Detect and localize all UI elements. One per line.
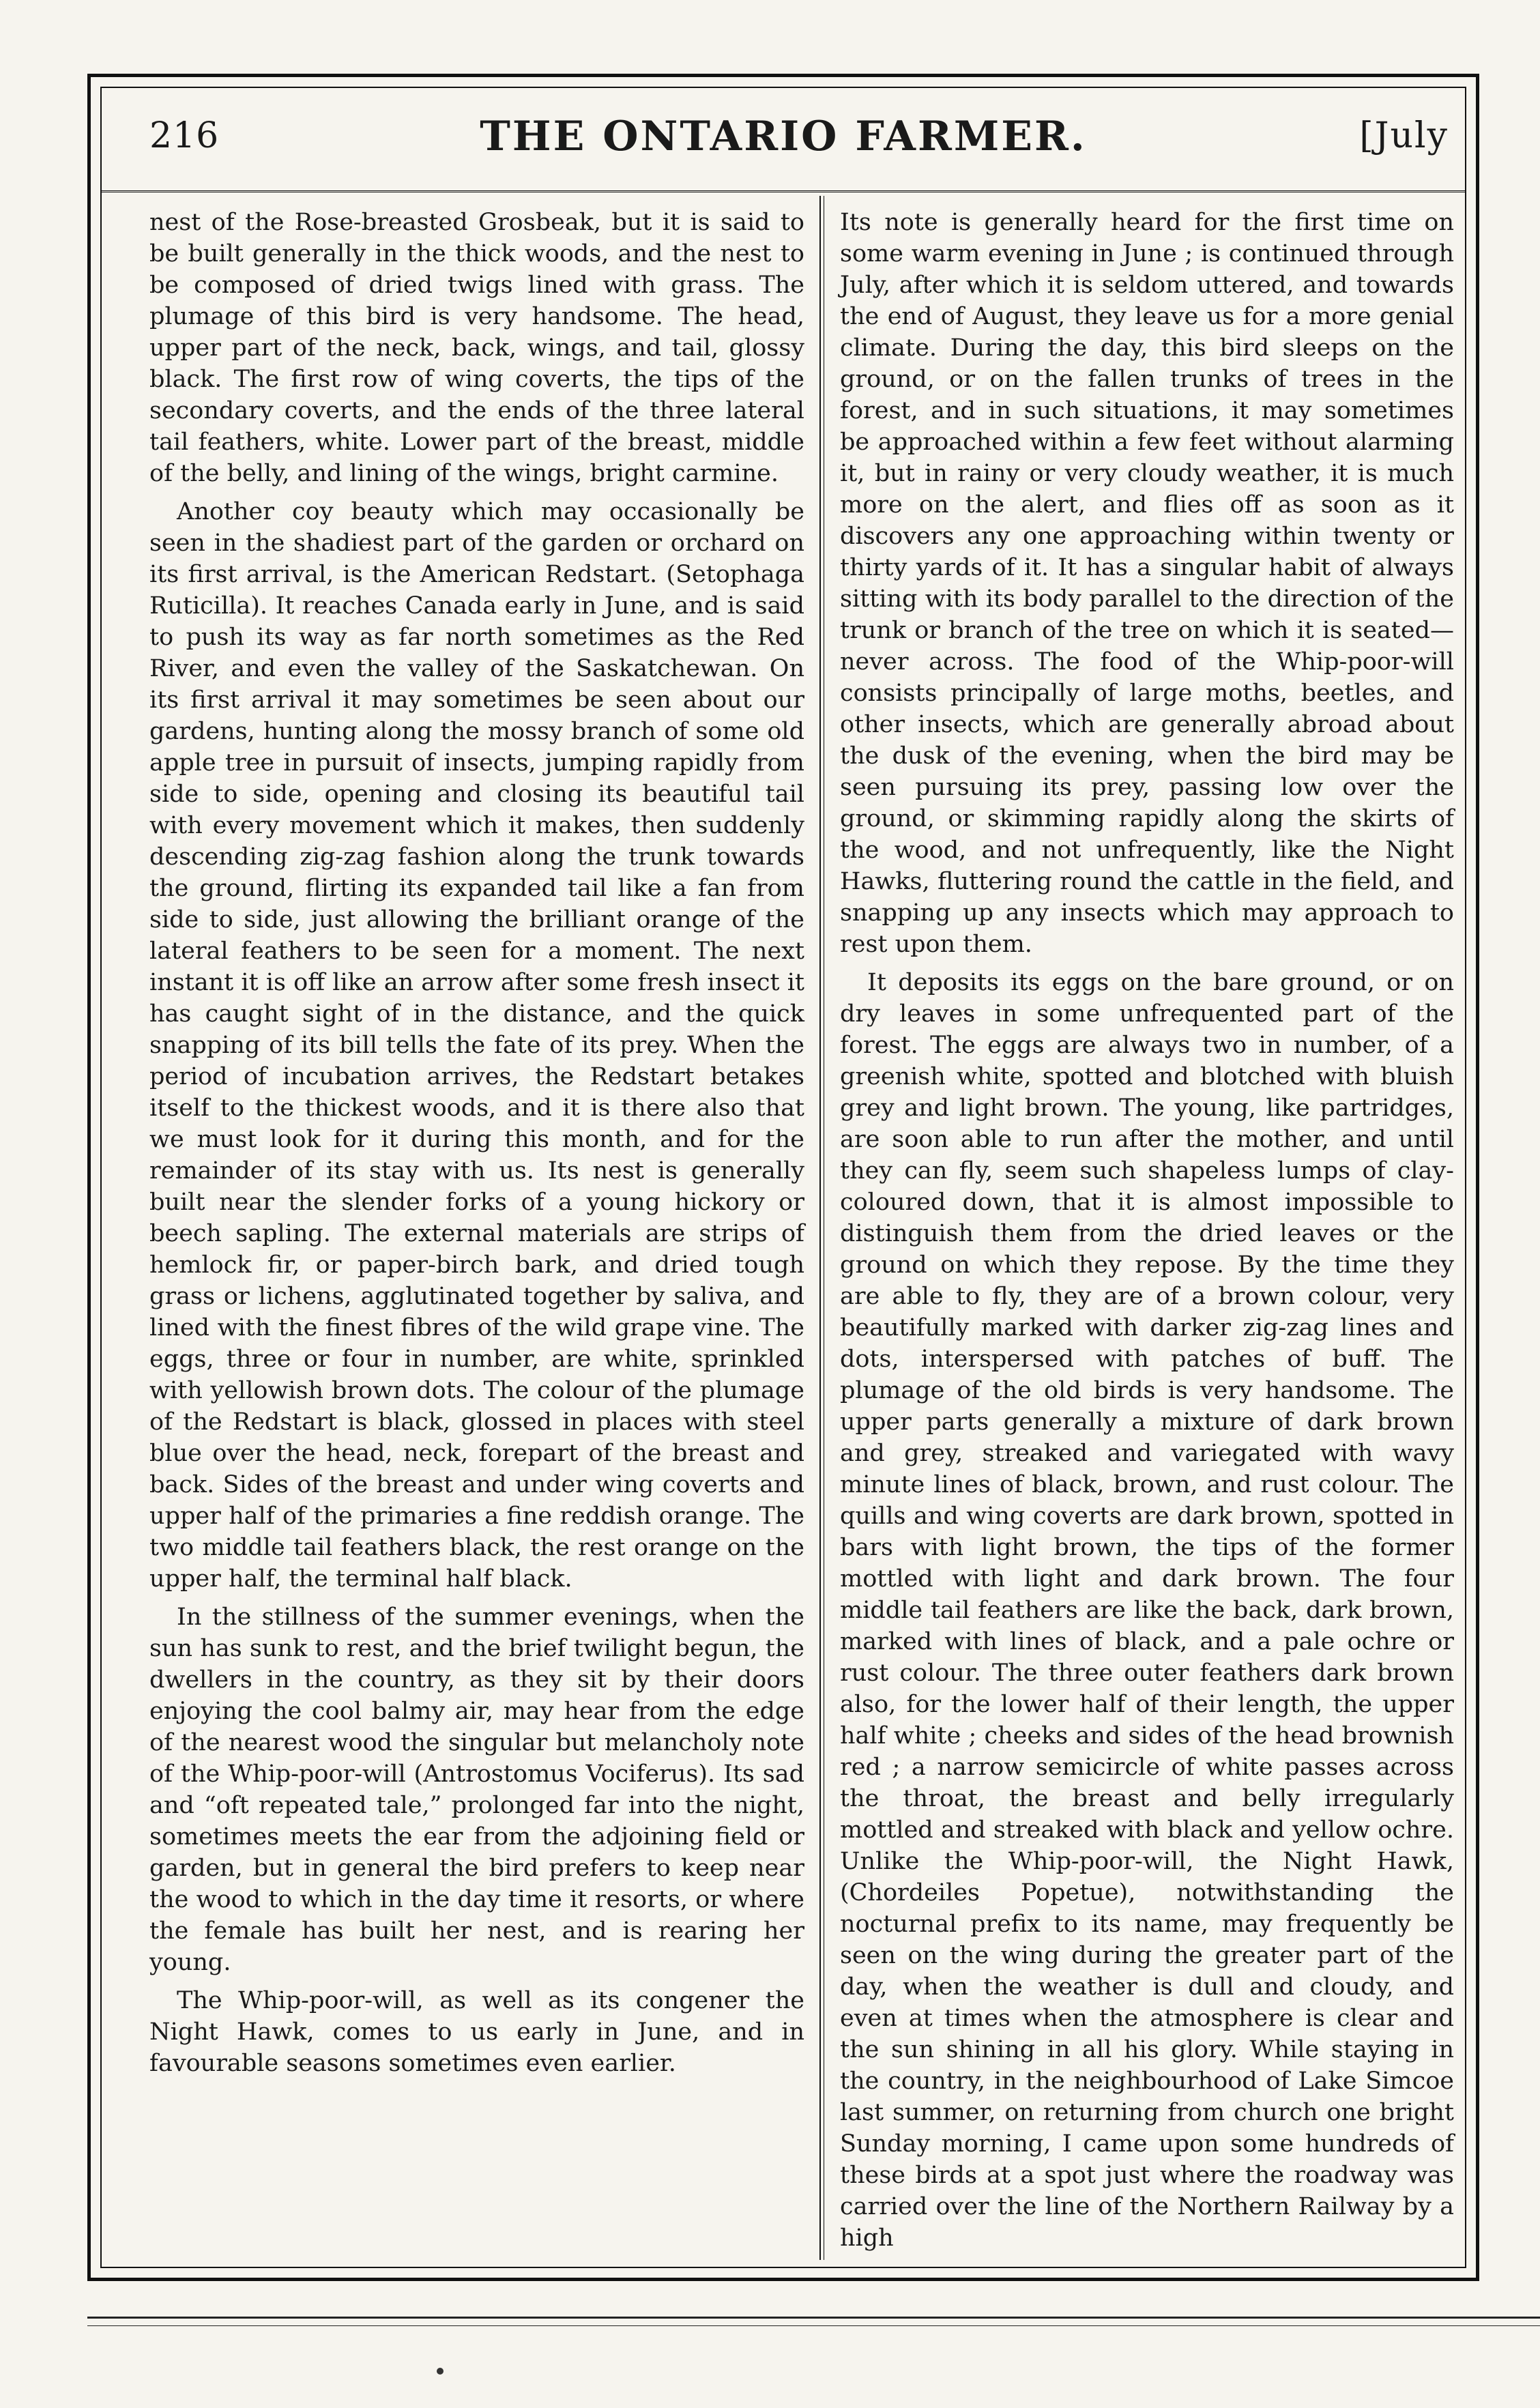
paragraph: Another coy beauty which may occasionally be seen in the shadiest part of the garden or orchard on its first arrival, is the American Redstart. (Setophaga Ruticilla). It reaches Canada early in June, and is said to push its way as far north sometimes as the Red River, and even the valley of the Saskatchewan. On its first arrival it may sometimes be seen about our gardens, hunting along the mossy branch of some old apple tree in pursuit of insects, jumping rapidly from side to side, opening and closing its beautiful tail with every movement which it makes, then suddenly descending zig-zag fashion along the trunk towards the ground, flirting its expanded tail like a fan from side to side, just allowing the brilliant orange of the lateral feathers to be seen for a moment. The next instant it is off like an arrow after some fresh insect it has caught sight of in the distance, and the quick snapping of its bill tells the fate of its prey. When the period of incubation arrives, the Redstart betakes itself to the thickest woods, and it is there also that we must look for it during this month, and for the remainder of its stay with us. Its nest is generally built near the slender forks of a young hickory or beech sapling. The external materials are strips of hemlock fir, or paper-birch bark, and dried tough grass or lichens, agglutinated together by saliva, and lined with the finest fibres of the wild grape vine. The eggs, three or four in number, are white, sprinkled with yellowish brown dots. The colour of the plumage of the Redstart is black, glossed in places with steel blue over the head, neck, forepart of the breast and back. Sides of the breast and under wing coverts and upper half of the primaries a fine reddish orange. The two middle tail feathers black, the rest orange on the upper half, the terminal half black.: [149, 498, 804, 1593]
page-inner-frame: [100, 87, 1466, 2268]
left-column: [149, 207, 804, 2260]
running-header: [102, 88, 1465, 192]
printer-mark: [437, 2368, 444, 2375]
page-title: THE ONTARIO FARMER.: [480, 113, 1087, 160]
paragraph: It deposits its eggs on the bare ground, or on dry leaves in some unfrequented part of the forest. The eggs are always two in number, of a greenish white, spotted and blotched with bluish grey and light brown. The young, like partridges, are soon able to run after the mother, and until they can fly, seem such shapeless lumps of clay-coloured down, that it is almost impossible to distinguish them from the dried leaves or the ground on which they repose. By the time they are able to fly, they are of a brown colour, very beautifully marked with darker zig-zag lines and dots, interspersed with patches of buff. The plumage of the old birds is very handsome. The upper parts generally a mixture of dark brown and grey, streaked and variegated with wavy minute lines of black, brown, and rust colour. The quills and wing coverts are dark brown, spotted in bars with light brown, the tips of the former mottled with light and dark brown. The four middle tail feathers are like the back, dark brown, marked with lines of black, and a pale ochre or rust colour. The three outer feathers dark brown also, for the lower half of their length, the upper half white ; cheeks and sides of the head brownish red ; a narrow semicircle of white passes across the throat, the breast and belly irregularly mottled and streaked with black and yellow ochre. Unlike the Whip-poor-will, the Night Hawk, (Chordeiles Popetue), notwithstanding the nocturnal prefix to its name, may frequently be seen on the wing during the greater part of the day, when the weather is dull and cloudy, and even at times when the atmosphere is clear and the sun shining in all his glory. While staying in the country, in the neighbourhood of Lake Simcoe last summer, on returning from church one bright Sunday morning, I came upon some hundreds of these birds at a spot just where the roadway was carried over the line of the Northern Railway by a high: [840, 969, 1454, 2252]
paragraph: In the stillness of the summer evenings, when the sun has sunk to rest, and the brief twilight begun, the dwellers in the country, as they sit by their doors enjoying the cool balmy air, may hear from the edge of the nearest wood the singular but melancholy note of the Whip-poor-will (Antrostomus Vociferus). Its sad and “oft repeated tale,” prolonged far into the night, sometimes meets the ear from the adjoining field or garden, but in general the bird prefers to keep near the wood to which in the day time it resorts, or where the female has built her nest, and is rearing her young.: [149, 1604, 804, 1976]
column-divider: [819, 196, 821, 2260]
page-number: 216: [149, 115, 220, 156]
paragraph: Its note is generally heard for the first time on some warm evening in June ; is continued through July, after which it is seldom uttered, and towards the end of August, they leave us for a more genial climate. During the day, this bird sleeps on the ground, or on the fallen trunks of trees in the forest, and in such situations, it may sometimes be approached within a few feet without alarming it, but in rainy or very cloudy weather, it is much more on the alert, and flies off as soon as it discovers any one approaching within twenty or thirty yards of it. It has a singular habit of always sitting with its body parallel to the direction of the trunk or branch of the tree on which it is seated—never across. The food of the Whip-poor-will consists principally of large moths, beetles, and other insects, which are generally abroad about the dusk of the evening, when the bird may be seen pursuing its prey, passing low over the ground, or skimming rapidly along the skirts of the wood, and not unfrequently, like the Night Hawks, fluttering round the cattle in the field, and snapping up any insects which may approach to rest upon them.: [840, 209, 1454, 958]
bottom-rule: [87, 2317, 1540, 2319]
bottom-rule-thin: [87, 2325, 1540, 2326]
right-column: [840, 207, 1454, 2260]
page-frame: [87, 74, 1479, 2281]
issue-month: [July: [1359, 115, 1449, 156]
paragraph: The Whip-poor-will, as well as its congener the Night Hawk, comes to us early in June, and in favourable seasons sometimes even earlier.: [149, 1987, 804, 2077]
text-columns: [102, 196, 1465, 2260]
paragraph: nest of the Rose-breasted Grosbeak, but it is said to be built generally in the thick woods, and the nest to be composed of dried twigs lined with grass. The plumage of this bird is very handsome. The head, upper part of the neck, back, wings, and tail, glossy black. The first row of wing coverts, the tips of the secondary coverts, and the ends of the three lateral tail feathers, white. Lower part of the breast, middle of the belly, and lining of the wings, bright carmine.: [149, 209, 804, 487]
